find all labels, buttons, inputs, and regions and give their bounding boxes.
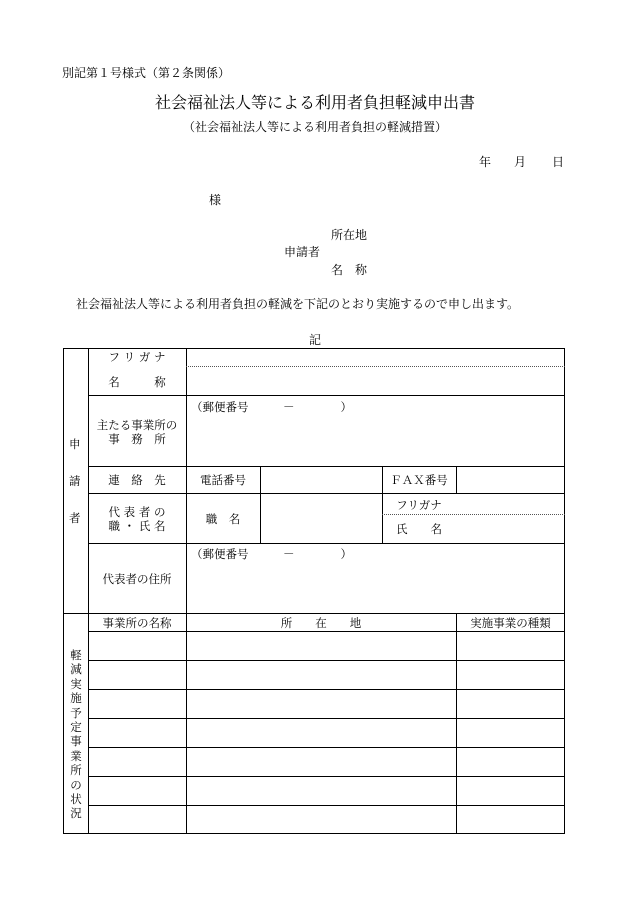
facility-header-line — [88, 631, 565, 632]
side-label-applicant-2: 請 — [69, 474, 81, 488]
furigana-divider — [186, 366, 565, 367]
column-header-service-type: 実施事業の種類 — [470, 616, 551, 630]
column-header-location: 所 在 地 — [280, 616, 362, 630]
furigana-label: フ リ ガ ナ — [108, 350, 166, 364]
applicant-name-label: 名称 — [331, 263, 380, 277]
addressee-honorific: 様 — [209, 193, 222, 207]
row-line-office — [88, 466, 565, 467]
facility-row-line — [88, 718, 565, 719]
main-office-label-1: 主たる事業所の — [96, 418, 178, 432]
facility-row-line — [88, 747, 565, 748]
row-line-rep — [88, 543, 565, 544]
row-line-name — [88, 395, 565, 396]
facility-col-line-1 — [186, 613, 187, 834]
facility-row-line — [88, 660, 565, 661]
contact-label: 連 絡 先 — [108, 473, 166, 487]
rep-furigana-label: フリガナ — [396, 498, 442, 512]
phone-label: 電話番号 — [200, 473, 246, 487]
postal-code-label-2: （郵便番号 － ） — [191, 547, 352, 561]
column-header-facility-name: 事業所の名称 — [102, 616, 172, 630]
facility-col-line-2 — [456, 613, 457, 834]
row-line-contact — [88, 493, 565, 494]
facility-row-line — [88, 689, 565, 690]
form-id: 別記第１号様式（第２条関係） — [62, 66, 231, 80]
applicant-location-label: 所在地 — [331, 228, 368, 242]
rep-label-2: 職 ・ 氏 名 — [108, 519, 166, 533]
rep-furigana-divider — [382, 514, 565, 515]
page-title: 社会福祉法人等による利用者負担軽減申出書 — [154, 93, 475, 112]
applicant-label: 申請者 — [284, 245, 321, 259]
statement-text: 社会福祉法人等による利用者負担の軽減を下記のとおり実施するので申し出ます。 — [76, 297, 520, 311]
fax-value-line — [456, 466, 457, 493]
postal-code-label: （郵便番号 － ） — [191, 400, 352, 414]
rep-name-label: 氏 名 — [396, 522, 442, 536]
page-subtitle: （社会福祉法人等による利用者負担の軽減措置） — [182, 120, 447, 134]
rep-label-1: 代 表 者 の — [108, 505, 166, 519]
main-office-label-2: 事 務 所 — [108, 432, 166, 446]
side-label-applicant-1: 申 — [69, 437, 81, 451]
rep-address-label: 代表者の住所 — [102, 572, 172, 586]
job-title-label: 職 名 — [205, 512, 241, 526]
facility-row-line — [88, 776, 565, 777]
facility-row-line — [88, 805, 565, 806]
date-day-label: 日 — [552, 155, 565, 169]
fax-label: ＦＡＸ番号 — [390, 473, 448, 487]
section-divider — [63, 613, 565, 614]
name-label: 名 称 — [108, 375, 166, 389]
side-label-applicant-3: 者 — [69, 511, 81, 525]
side-label-facilities: 軽減実施予定事業所の状況 — [70, 648, 82, 821]
ki-heading: 記 — [309, 333, 322, 347]
date-month-label: 月 — [514, 155, 527, 169]
date-year-label: 年 — [479, 155, 492, 169]
phone-value-line — [260, 466, 261, 543]
